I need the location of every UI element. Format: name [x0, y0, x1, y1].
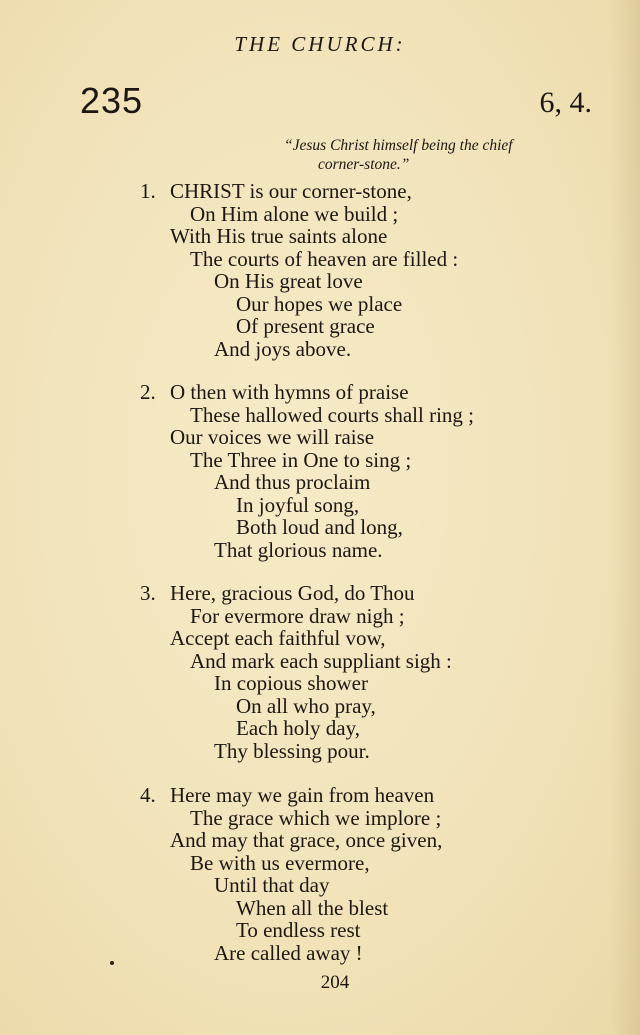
stanza-2 [140, 381, 620, 561]
epigraph-line: “Jesus Christ himself being the chief [284, 137, 513, 154]
verse-line: 2. O then with hymns of praise [140, 380, 409, 404]
stanza-number: 3. [140, 581, 156, 605]
verse-line: Our hopes we place [236, 291, 403, 316]
running-head: THE CHURCH: [234, 32, 406, 56]
verse-line: On His great love [214, 269, 363, 293]
verse-line: On Him alone we build ; [190, 201, 399, 226]
verse-line: 1. CHRIST is our corner-stone, [140, 179, 412, 203]
verse-line: The courts of heaven are filled : [190, 246, 459, 271]
verse-line: 3. Here, gracious God, do Thou [140, 581, 415, 605]
verse-line: To endless rest [236, 918, 361, 942]
verse-line: That glorious name. [214, 537, 383, 562]
verse-line: In copious shower [214, 671, 368, 695]
verse-line: Be with us evermore, [190, 850, 370, 875]
ink-speck [110, 961, 114, 965]
verse-line: Both loud and long, [236, 515, 403, 539]
page-number: 204 [320, 972, 350, 993]
verse-line: The Three in One to sing ; [190, 447, 412, 472]
verse-line: For evermore draw nigh ; [190, 603, 405, 628]
epigraph-line: corner-stone.” [318, 156, 410, 173]
verse-line: Thy blessing pour. [214, 738, 370, 763]
verse-line: Our voices we will raise [170, 425, 375, 449]
stanza-number: 4. [140, 783, 156, 807]
verse-line: Each holy day, [236, 716, 361, 740]
stanza-1 [140, 180, 620, 360]
verse-line: Are called away ! [214, 940, 363, 965]
stanza-number: 1. [140, 179, 156, 203]
verse-line: Until that day [214, 873, 330, 897]
verse-line: In joyful song, [236, 492, 360, 517]
stanza-number: 2. [140, 380, 156, 404]
verse-line: And mark each suppliant sigh : [190, 648, 452, 673]
verse-line: 4. Here may we gain from heaven [140, 783, 435, 807]
stanza-4 [140, 784, 620, 964]
stanza-3 [140, 582, 620, 762]
verse-line: The grace which we implore ; [190, 805, 442, 830]
verse-line: On all who pray, [236, 693, 376, 718]
hymn-meter: 6, 4. [539, 86, 592, 119]
verse-line: With His true saints alone [170, 224, 388, 248]
verse-line: These hallowed courts shall ring ; [190, 402, 475, 427]
verse-line: When all the blest [236, 895, 389, 920]
verse-line: Of present grace [236, 314, 375, 338]
hymn-number: 235 [80, 80, 144, 121]
verse-line: And joys above. [214, 336, 352, 361]
verse-line: Accept each faithful vow, [170, 626, 386, 650]
verse-line: And thus proclaim [214, 470, 371, 494]
verse-line: And may that grace, once given, [170, 828, 443, 852]
epigraph [284, 136, 614, 174]
